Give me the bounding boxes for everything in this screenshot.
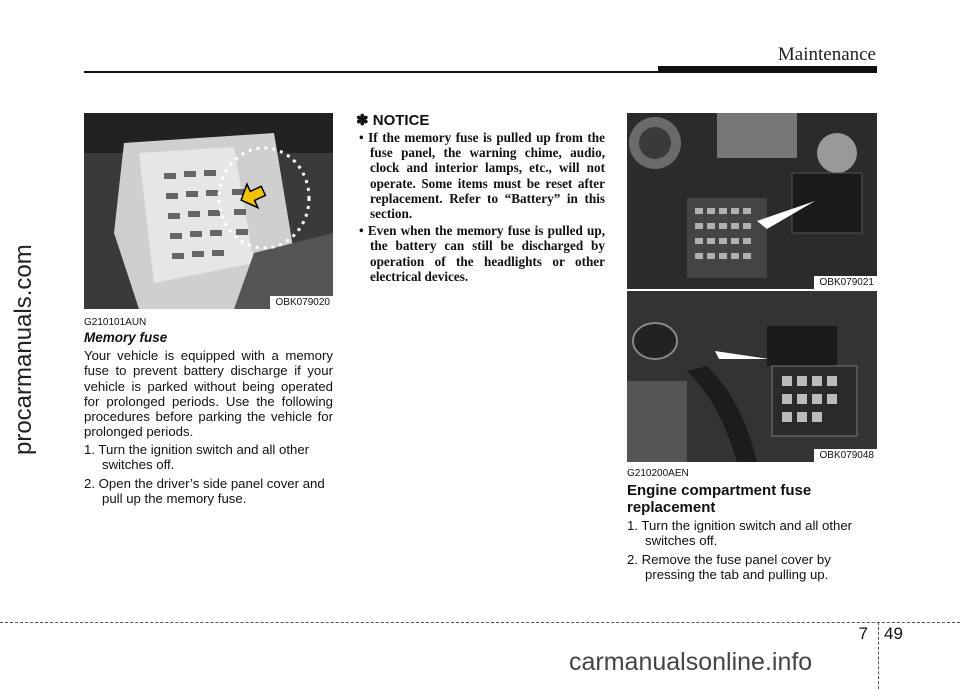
image-caption: OBK079020: [270, 296, 334, 309]
chapter-number: 7: [858, 624, 868, 643]
page-number: 49: [884, 624, 903, 643]
step-list: [627, 518, 877, 582]
engine-fuse-box-photo-bottom: [627, 291, 877, 462]
notice-title: ✽ NOTICE: [356, 112, 430, 129]
section-code: G210101AUN: [84, 317, 147, 328]
section-title: Maintenance: [777, 44, 876, 65]
list-item: 1. Turn the ignition switch and all other switches off.: [84, 442, 310, 473]
list-item: • Even when the memory fuse is pulled up, the battery can still be discharged by operation of the headlights or other electrical devices.: [359, 223, 605, 284]
list-item: 2. Open the driver’s side panel cover and pull up the memory fuse.: [84, 475, 325, 506]
step-list: [84, 442, 333, 506]
section-code: G210200AEN: [627, 468, 689, 479]
list-item: 2. Remove the fuse panel cover by pressing the tab and pulling up.: [627, 551, 831, 582]
footer-rule: [0, 622, 960, 623]
notice-list: [356, 130, 605, 284]
image-caption: OBK079021: [814, 276, 878, 289]
bottom-watermark: carmanualsonline.info: [569, 648, 813, 676]
subheading: Memory fuse: [84, 330, 168, 345]
image-caption: OBK079048: [814, 449, 878, 462]
header-rule-accent: [658, 66, 877, 72]
section-heading: Engine compartment fuse replacement: [627, 482, 812, 516]
side-watermark: procarmanuals.com: [10, 244, 37, 455]
engine-fuse-box-photo-top: [627, 113, 877, 289]
footer-divider: [878, 622, 879, 689]
list-item: • If the memory fuse is pulled up from the fuse panel, the warning chime, audio, clock and interior lamps, etc., will not operate. Some items must be reset after replacement. Refer to “Battery” in this section.: [359, 130, 605, 222]
memory-fuse-photo: [84, 113, 333, 309]
list-item: 1. Turn the ignition switch and all other switches off.: [627, 518, 853, 549]
paragraph: Your vehicle is equipped with a memory fuse to prevent battery discharge if your vehicle is parked without being operated for prolonged periods. Use the following procedures before parking the vehicle for prolonged periods.: [84, 348, 333, 440]
